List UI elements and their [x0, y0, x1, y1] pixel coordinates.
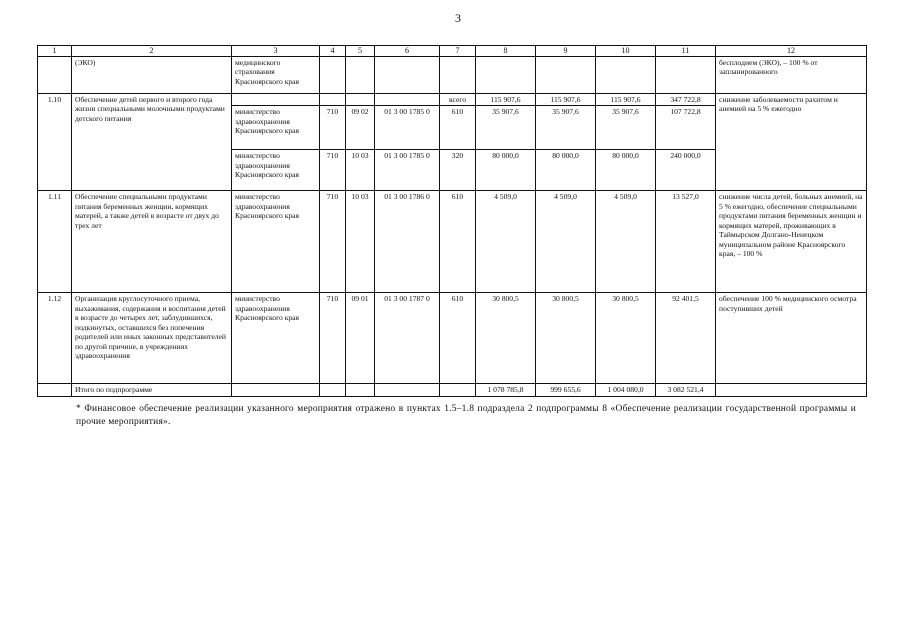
footnote: * Финансовое обеспечение реализации указанного мероприятия отражено в пунктах 1.5–1.8 подраздела 2 подпрограммы 8 «Обеспечение реализации государственной программы и прочие мероприятия».	[76, 404, 856, 428]
header-cell: 6	[375, 46, 440, 57]
cell	[716, 384, 867, 396]
header-cell: 11	[656, 46, 716, 57]
amount-cell: 347 722,8	[656, 94, 716, 106]
budget-table	[37, 45, 867, 397]
row-number: 1.12	[38, 293, 72, 384]
header-cell: 10	[596, 46, 656, 57]
header-cell: 5	[346, 46, 375, 57]
type-cell: всего	[440, 94, 476, 106]
header-cell: 2	[72, 46, 232, 57]
table-row	[38, 293, 867, 384]
cell	[536, 57, 596, 94]
cell	[656, 57, 716, 94]
amount-cell: 4 509,0	[536, 191, 596, 293]
expected-result: снижение числа детей, больных анемией, на 5 % ежегодно, обеспечение специальными продуктами питания беременных женщин и кормящих матерей, проживающих в Таймырском Долгано-Ненецком муниципальном районе Красноярского края, – 100 %	[716, 191, 867, 293]
code-cell: 01 3 00 1787 0	[375, 293, 440, 384]
amount-cell: 115 907,6	[536, 94, 596, 106]
header-cell: 4	[320, 46, 346, 57]
amount-cell: 4 509,0	[476, 191, 536, 293]
amount-cell: 4 509,0	[596, 191, 656, 293]
cell	[346, 384, 375, 396]
row-number	[38, 57, 72, 94]
total-amount: 3 082 521,4	[656, 384, 716, 396]
row-number: 1.10	[38, 94, 72, 191]
cell	[346, 57, 375, 94]
code-cell: 710	[320, 191, 346, 293]
table-row	[38, 57, 867, 94]
header-cell: 9	[536, 46, 596, 57]
code-cell: 320	[440, 150, 476, 191]
amount-cell: 115 907,6	[476, 94, 536, 106]
cell	[375, 94, 440, 106]
row-number: 1.11	[38, 191, 72, 293]
total-amount: 1 078 785,8	[476, 384, 536, 396]
code-cell: 610	[440, 293, 476, 384]
amount-cell: 13 527,0	[656, 191, 716, 293]
administrator: министерство здравоохранения Красноярского края	[232, 191, 320, 293]
expected-result: обеспечение 100 % медицинского осмотра поступивших детей	[716, 293, 867, 384]
cell	[232, 94, 320, 106]
total-row	[38, 384, 867, 396]
cell	[232, 384, 320, 396]
administrator: медицинского страхования Красноярского края	[232, 57, 320, 94]
activity-name: Обеспечение детей первого и второго года жизни специальными молочными продуктами детского питания	[72, 94, 232, 191]
total-amount: 999 655,6	[536, 384, 596, 396]
cell	[320, 384, 346, 396]
cell	[375, 57, 440, 94]
cell	[320, 57, 346, 94]
cell	[320, 94, 346, 106]
page-number: 3	[455, 11, 461, 25]
code-cell: 710	[320, 150, 346, 191]
cell	[596, 57, 656, 94]
code-cell: 09 01	[346, 293, 375, 384]
amount-cell: 80 000,0	[476, 150, 536, 191]
amount-cell: 30 800,5	[536, 293, 596, 384]
code-cell: 10 03	[346, 150, 375, 191]
table-row	[38, 191, 867, 293]
cell	[346, 94, 375, 106]
administrator: министерство здравоохранения Красноярского края	[232, 293, 320, 384]
administrator: министерство здравоохранения Красноярского края	[232, 106, 320, 150]
cell	[476, 57, 536, 94]
administrator: министерство здравоохранения Красноярского края	[232, 150, 320, 191]
expected-result: бесплодием (ЭКО), – 100 % от запланированного	[716, 57, 867, 94]
amount-cell: 80 000,0	[536, 150, 596, 191]
code-cell: 710	[320, 106, 346, 150]
activity-name: Обеспечение специальными продуктами питания беременных женщин, кормящих матерей, а также детей в возрасте от двух до трех лет	[72, 191, 232, 293]
code-cell: 09 02	[346, 106, 375, 150]
amount-cell: 107 722,8	[656, 106, 716, 150]
header-cell: 7	[440, 46, 476, 57]
code-cell: 10 03	[346, 191, 375, 293]
code-cell: 710	[320, 293, 346, 384]
code-cell: 610	[440, 106, 476, 150]
amount-cell: 35 907,6	[596, 106, 656, 150]
header-cell: 1	[38, 46, 72, 57]
code-cell: 01 3 00 1786 0	[375, 191, 440, 293]
header-cell: 3	[232, 46, 320, 57]
activity-name: (ЭКО)	[72, 57, 232, 94]
code-cell: 01 3 00 1785 0	[375, 150, 440, 191]
amount-cell: 80 000,0	[596, 150, 656, 191]
amount-cell: 35 907,6	[536, 106, 596, 150]
expected-result: снижение заболеваемости рахитом и анемией на 5 % ежегодно	[716, 94, 867, 191]
header-cell: 12	[716, 46, 867, 57]
cell	[440, 57, 476, 94]
header-row	[38, 46, 867, 57]
amount-cell: 92 401,5	[656, 293, 716, 384]
table-row	[38, 94, 867, 106]
code-cell: 01 3 00 1785 0	[375, 106, 440, 150]
amount-cell: 240 000,0	[656, 150, 716, 191]
amount-cell: 35 907,6	[476, 106, 536, 150]
amount-cell: 30 800,5	[476, 293, 536, 384]
cell	[38, 384, 72, 396]
header-cell: 8	[476, 46, 536, 57]
cell	[375, 384, 440, 396]
total-label: Итого по подпрограмме	[72, 384, 232, 396]
activity-name: Организация круглосуточного приема, выхаживания, содержания и воспитания детей в возрасте до четырех лет, заблудившихся, подкинутых, оставшихся без попечения родителей или иных законных представителей по другой причине, в учреждениях здравоохранения	[72, 293, 232, 384]
amount-cell: 115 907,6	[596, 94, 656, 106]
amount-cell: 30 800,5	[596, 293, 656, 384]
total-amount: 1 004 080,0	[596, 384, 656, 396]
code-cell: 610	[440, 191, 476, 293]
cell	[440, 384, 476, 396]
